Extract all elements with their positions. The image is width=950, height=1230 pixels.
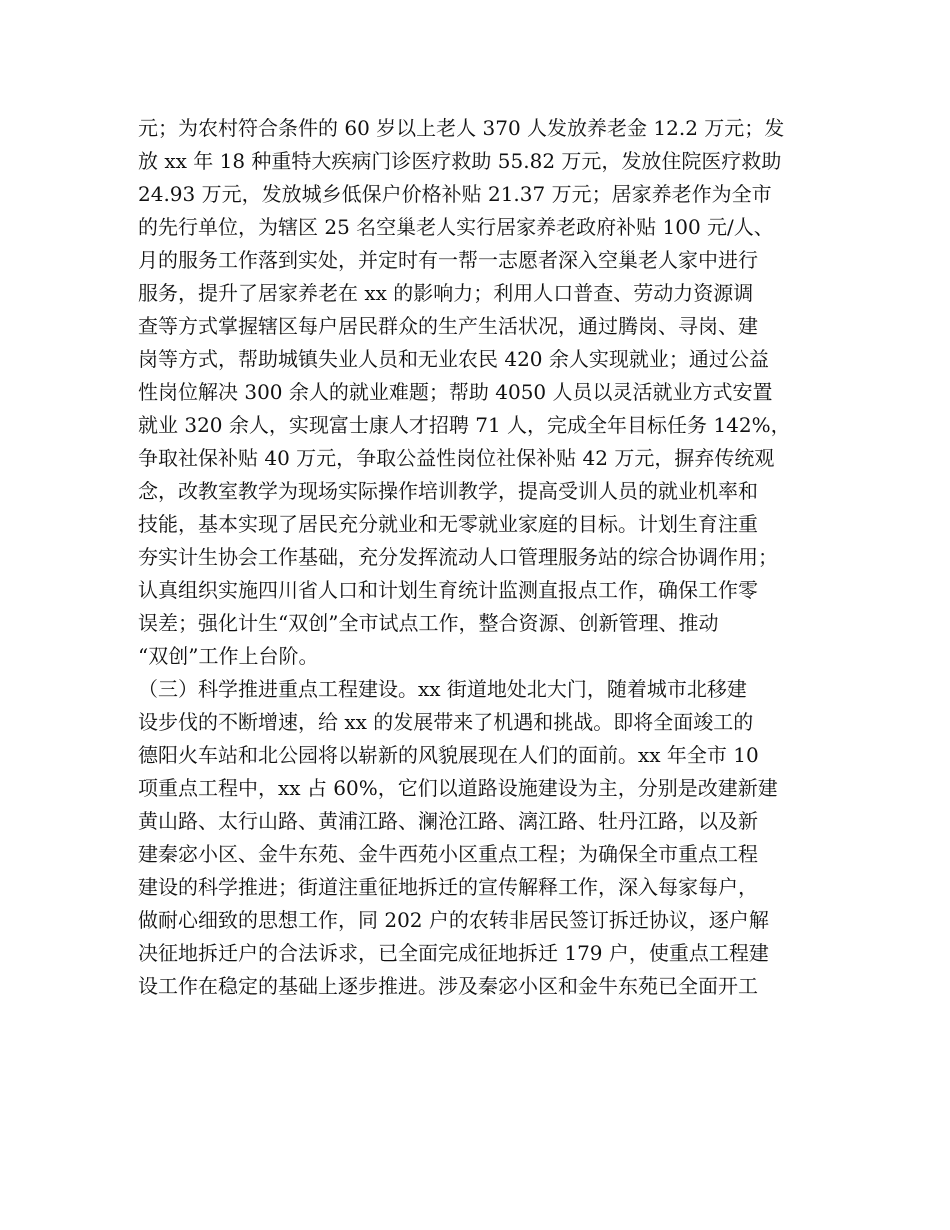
- text-line: （三）科学推进重点工程建设。xx 街道地处北大门，随着城市北移建: [138, 677, 747, 701]
- text-line: 争取社保补贴 40 万元，争取公益性岗位社保补贴 42 万元，摒弃传统观: [138, 446, 775, 470]
- text-line: 就业 320 余人，实现富士康人才招聘 71 人，完成全年目标任务 142%，: [138, 413, 791, 437]
- text-line: 元；为农村符合条件的 60 岁以上老人 370 人发放养老金 12.2 万元；发: [138, 116, 785, 140]
- text-line: 项重点工程中，xx 占 60%，它们以道路设施建设为主，分别是改建新建: [138, 776, 778, 800]
- text-line: 做耐心细致的思想工作，同 202 户的农转非居民签订拆迁协议，逐户解: [138, 908, 769, 932]
- text-line: 24.93 万元，发放城乡低保户价格补贴 21.37 万元；居家养老作为全市: [138, 182, 772, 206]
- text-line: “双创”工作上台阶。: [138, 644, 319, 668]
- text-line: 设步伐的不断增速，给 xx 的发展带来了机遇和挑战。即将全面竣工的: [138, 710, 754, 734]
- text-line: 技能，基本实现了居民充分就业和无零就业家庭的目标。计划生育注重: [138, 512, 758, 536]
- text-line: 误差；强化计生“双创”全市试点工作，整合资源、创新管理、推动: [138, 611, 719, 635]
- text-line: 黄山路、太行山路、黄浦江路、澜沧江路、漓江路、牡丹江路，以及新: [138, 809, 758, 833]
- text-line: 认真组织实施四川省人口和计划生育统计监测直报点工作，确保工作零: [138, 578, 758, 602]
- text-line: 建秦宓小区、金牛东苑、金牛西苑小区重点工程；为确保全市重点工程: [138, 842, 758, 866]
- text-line: 性岗位解决 300 余人的就业难题；帮助 4050 人员以灵活就业方式安置: [138, 380, 773, 404]
- text-line: 的先行单位，为辖区 25 名空巢老人实行居家养老政府补贴 100 元/人、: [138, 215, 774, 239]
- text-line: 夯实计生协会工作基础，充分发挥流动人口管理服务站的综合协调作用；: [138, 545, 778, 569]
- text-line: 放 xx 年 18 种重特大疾病门诊医疗救助 55.82 万元，发放住院医疗救助: [138, 149, 782, 173]
- text-line: 决征地拆迁户的合法诉求，已全面完成征地拆迁 179 户，使重点工程建: [138, 941, 769, 965]
- text-line: 查等方式掌握辖区每户居民群众的生产生活状况，通过腾岗、寻岗、建: [138, 314, 758, 338]
- text-line: 服务，提升了居家养老在 xx 的影响力；利用人口普查、劳动力资源调: [138, 281, 754, 305]
- text-line: 月的服务工作落到实处，并定时有一帮一志愿者深入空巢老人家中进行: [138, 248, 758, 272]
- text-line: 建设的科学推进；街道注重征地拆迁的宣传解释工作，深入每家每户，: [138, 875, 758, 899]
- body-text: [138, 112, 828, 1003]
- text-line: 岗等方式，帮助城镇失业人员和无业农民 420 余人实现就业；通过公益: [138, 347, 769, 371]
- text-line: 念，改教室教学为现场实际操作培训教学，提高受训人员的就业机率和: [138, 479, 758, 503]
- text-line: 设工作在稳定的基础上逐步推进。涉及秦宓小区和金牛东苑已全面开工: [138, 974, 758, 998]
- text-line: 德阳火车站和北公园将以崭新的风貌展现在人们的面前。xx 年全市 10: [138, 743, 759, 767]
